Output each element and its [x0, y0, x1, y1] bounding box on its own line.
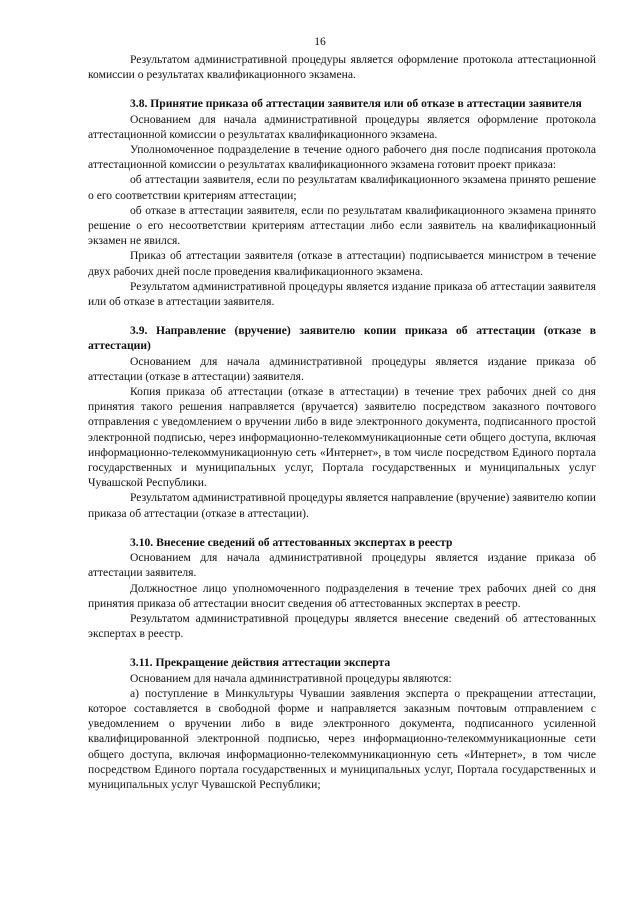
section-heading: 3.9. Направление (вручение) заявителю копии приказа об аттестации (отказе в аттестации): [88, 324, 596, 353]
paragraph: об аттестации заявителя, если по результатам квалификационного экзамена принято решение о его соответствии критериям аттестации;: [88, 173, 596, 202]
section-gap: [88, 82, 596, 96]
paragraph: Уполномоченное подразделение в течение одного рабочего дня после подписания протокола аттестационной комиссии о результатах квалификационного экзамена готовит проект приказа:: [88, 143, 596, 172]
paragraph: Основанием для начала административной процедуры является оформление протокола аттестационной комиссии о результатах квалификационного экзамена.: [88, 112, 596, 141]
paragraph: Приказ об аттестации заявителя (отказе в аттестации) подписывается министром в течение двух рабочих дней после проведения квалификационного экзамена.: [88, 249, 596, 278]
section-heading: 3.8. Принятие приказа об аттестации заявителя или об отказе в аттестации заявителя: [130, 97, 582, 111]
document-body: [88, 52, 596, 792]
page-number: 16: [314, 35, 326, 48]
paragraph: Основанием для начала административной процедуры являются:: [130, 671, 452, 685]
section-gap: [88, 641, 596, 655]
paragraph: об отказе в аттестации заявителя, если по результатам квалификационного экзамена принято решение о его несоответствии критериям аттестации либо если заявитель на квалификационный экзамен не явился.: [88, 203, 596, 248]
section-gap: [88, 521, 596, 535]
paragraph: Основанием для начала административной процедуры является издание приказа об аттестации заявителя.: [88, 551, 596, 580]
section-heading: 3.11. Прекращение действия аттестации эксперта: [130, 656, 391, 670]
paragraph: Основанием для начала административной процедуры является издание приказа об аттестации (отказе в аттестации) заявителя.: [88, 354, 596, 383]
section-heading: 3.10. Внесение сведений об аттестованных экспертах в реестр: [130, 535, 453, 549]
paragraph: Копия приказа об аттестации (отказе в аттестации) в течение трех рабочих дней со дня принятия такого решения направляется (вручается) заявителю посредством заказного почтового отправления с уведомлением о вручении либо в виде электронного документа, подписанного простой электронной подписью, через информационно-телекоммуникационные сети общего доступа, включая информационно-телекоммуникационную сеть «Интернет», в том числе посредством Единого портала государственных и муниципальных услуг, Портала государственных и муниципальных услуг Чувашской Республики.: [88, 385, 596, 490]
paragraph: а) поступление в Минкультуры Чувашии заявления эксперта о прекращении аттестации, которое составляется в свободной форме и направляется заказным почтовым отправлением с уведомлением о вручении либо в виде электронного документа, подписанного усиленной квалифицированной электронной подписью, через информационно-телекоммуникационные сети общего доступа, включая информационно-телекоммуникационную сеть «Интернет», в том числе посредством Единого портала государственных и муниципальных услуг, Портала государственных и муниципальных услуг Чувашской Республики;: [88, 686, 596, 791]
section-gap: [88, 309, 596, 323]
paragraph: Результатом административной процедуры является внесение сведений об аттестованных экспертах в реестр.: [88, 611, 596, 641]
paragraph: Должностное лицо уполномоченного подразделения в течение трех рабочих дней со дня принятия приказа об аттестации вносит сведения об аттестованных экспертах в реестр.: [88, 581, 596, 610]
paragraph: Результатом административной процедуры является направление (вручение) заявителю копии приказа об аттестации (отказе в аттестации).: [88, 491, 597, 520]
paragraph: Результатом административной процедуры является оформление протокола аттестационной комиссии о результатах квалификационного экзамена.: [88, 53, 596, 82]
paragraph: Результатом административной процедуры является издание приказа об аттестации заявителя или об отказе в аттестации заявителя.: [88, 279, 596, 309]
